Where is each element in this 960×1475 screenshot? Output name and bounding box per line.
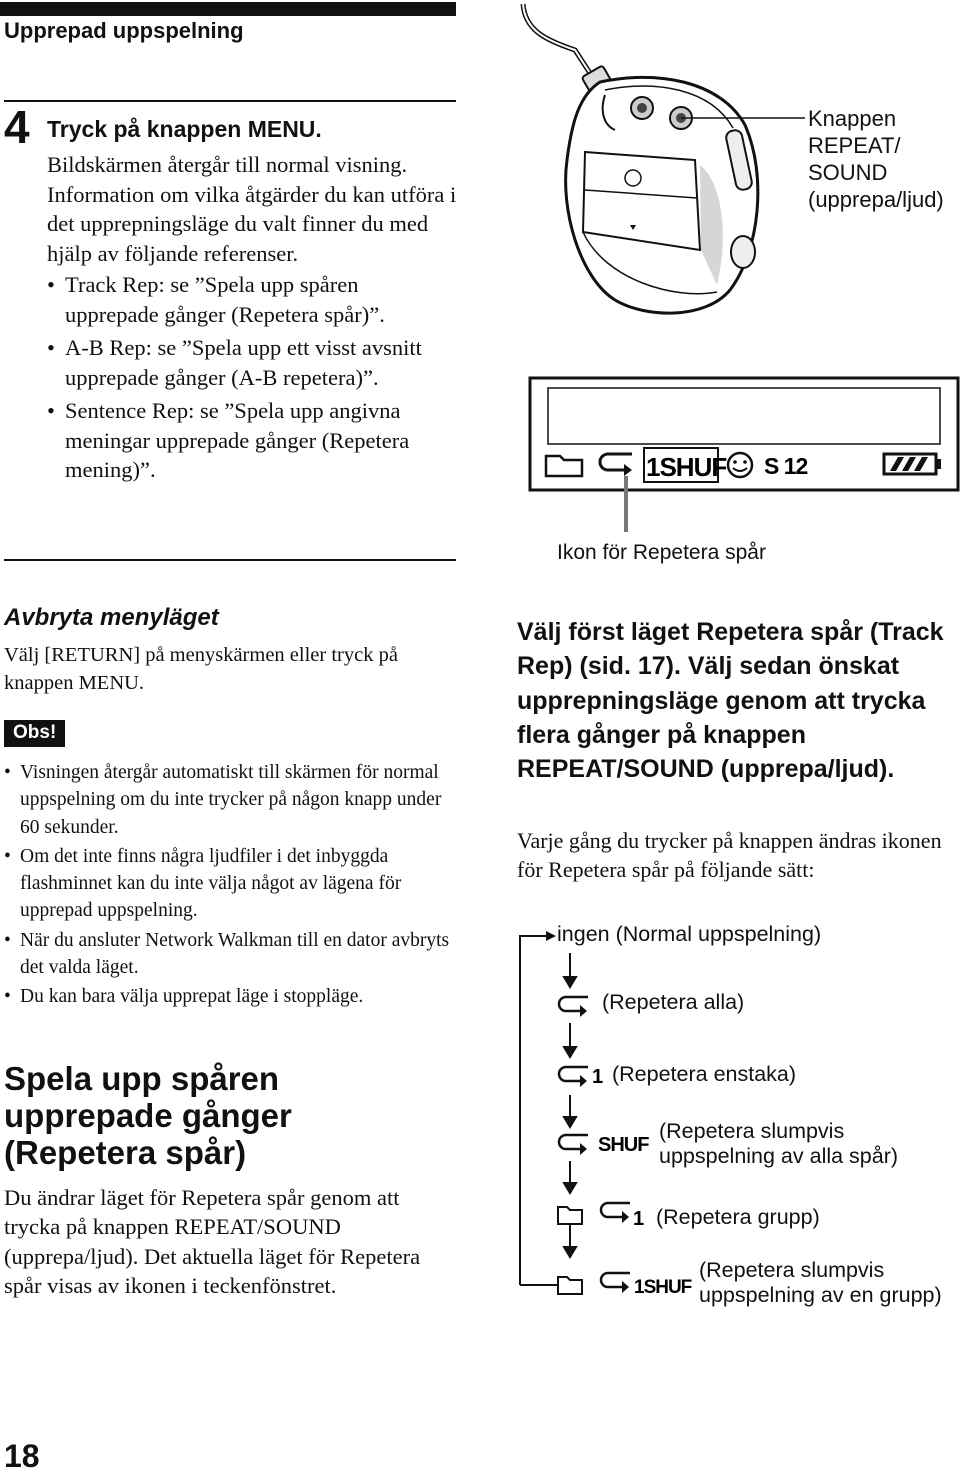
list-item: • A-B Rep: se ”Spela upp ett visst avsnitt upprepade gånger (A-B repetera)”. (47, 333, 457, 392)
sequence-label: ingen (Normal uppspelning) (557, 922, 822, 946)
header-bar (0, 2, 456, 16)
list-item: • Sentence Rep: se ”Spela upp angivna meningar upprepade gånger (Repetera mening)”. (47, 396, 457, 485)
step-heading: Tryck på knappen MENU. (47, 116, 322, 142)
sequence-label: (Repetera slumpvis uppspelning av en grupp) (699, 1258, 942, 1307)
play-body: Du ändrar läget för Repetera spår genom att trycka på knappen REPEAT/SOUND (upprepa/ljud). Det aktuella läget för Repetera spår visas av ikonen i teckenfönstret. (4, 1185, 421, 1298)
list-item: • Visningen återgår automatiskt till skärmen för normal uppspelning om du inte trycker på någon knapp under 60 sekunder. (4, 759, 456, 841)
repeat-icon (559, 1067, 588, 1087)
icon-text: SHUF (598, 1134, 649, 1156)
instruction-heading: Välj först läget Repetera spår (Track Rep) (sid. 17). Välj sedan önskat upprepningsläge genom att trycka flera gånger på knappen REPEAT/SOUND (upprepa/ljud). (517, 618, 944, 784)
instruction-body: Varje gång du trycker på knappen ändras ikonen för Repetera spår på följande sätt: (517, 828, 942, 882)
lcd-sound-text: S 12 (764, 453, 808, 479)
label-line: (upprepa/ljud) (808, 187, 944, 212)
label-line: SOUND (808, 160, 888, 185)
icon-text: 1SHUF (634, 1277, 692, 1295)
sound-icon (728, 453, 752, 477)
button-label (808, 105, 944, 213)
lcd-display (528, 376, 960, 536)
icon-caption: Ikon för Repetera spår (557, 541, 766, 564)
cancel-title: Avbryta menyläget (4, 604, 219, 631)
sequence-label: (Repetera enstaka) (612, 1062, 797, 1086)
list-item: • Track Rep: se ”Spela upp spåren upprepade gånger (Repetera spår)”. (47, 270, 457, 329)
repeat-icon (559, 997, 588, 1017)
reference-list (47, 270, 457, 485)
folder-icon (546, 456, 582, 476)
folder-icon (558, 1277, 582, 1294)
battery-icon (884, 454, 941, 474)
divider (4, 559, 456, 561)
list-item: • Om det inte finns några ljudfiler i det inbyggda flashminnet kan du inte välja något av lägena för upprepad uppspelning. (4, 843, 456, 925)
device-illustration (505, 0, 805, 330)
notes-list (4, 759, 456, 1013)
label-line: REPEAT/ (808, 133, 901, 158)
sequence-diagram (510, 915, 710, 1295)
divider (4, 100, 456, 102)
list-item: • Du kan bara välja upprepat läge i stoppläge. (4, 983, 456, 1010)
page-number: 18 (4, 1438, 40, 1474)
sequence-label: (Repetera slumpvis uppspelning av alla spår) (659, 1119, 899, 1168)
lcd-mode-text: 1SHUF (646, 452, 727, 482)
play-title: Spela upp spåren upprepade gånger (Repetera spår) (4, 1060, 292, 1171)
icon-text: 1 (633, 1208, 645, 1230)
icon-text: 1 (592, 1066, 604, 1088)
sequence-label: (Repetera alla) (602, 990, 745, 1014)
repeat-icon (559, 1135, 588, 1155)
step-info: Information om vilka åtgärder du kan utföra i det upprepningsläge du valt finner du med hjälp av följande referenser. (47, 181, 457, 266)
step-number: 4 (4, 101, 29, 153)
label-line: Knappen (808, 106, 897, 131)
step-body (47, 150, 457, 489)
list-item: • När du ansluter Network Walkman till en dator avbryts det valda läget. (4, 927, 456, 982)
repeat-icon (601, 1203, 630, 1223)
sequence-label: (Repetera grupp) (656, 1205, 820, 1229)
repeat-icon (601, 1273, 630, 1293)
obs-badge: Obs! (4, 720, 65, 747)
cancel-body: Välj [RETURN] på menyskärmen eller tryck på knappen MENU. (4, 644, 398, 694)
step-intro: Bildskärmen återgår till normal visning. (47, 152, 408, 177)
folder-icon (558, 1207, 582, 1224)
section-title: Upprepad uppspelning (4, 18, 244, 43)
